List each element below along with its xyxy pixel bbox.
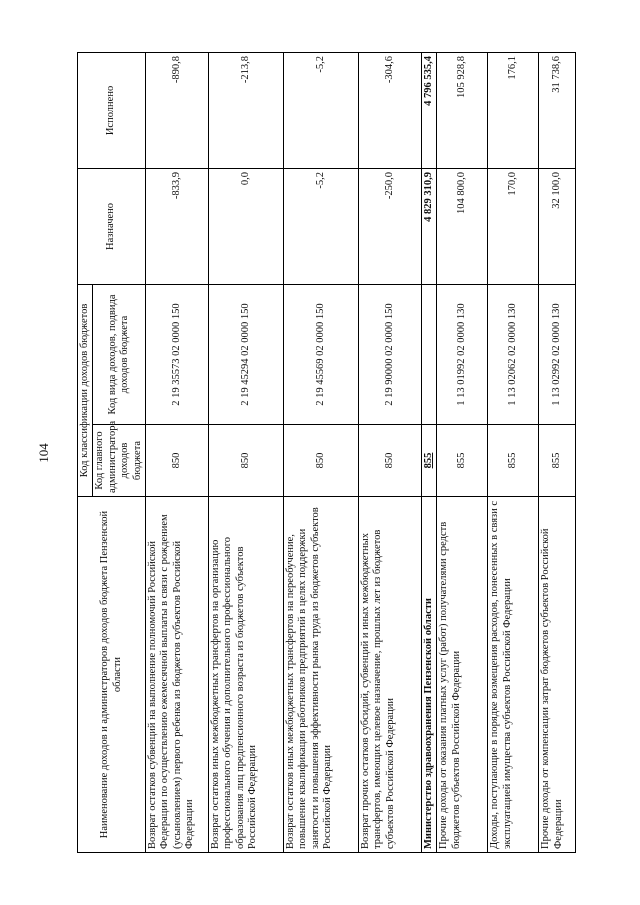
row-admin: 850: [359, 425, 422, 497]
row-name: Возврат остатков иных межбюджетных трансфертов на организацию профессионального обучения и дополнительного профессионального образования лиц предпенсионного возраста из бюджетов субъектов Российской Федерации: [209, 497, 284, 853]
row-code: 1 13 01992 02 0000 130: [437, 284, 488, 424]
row-executed: 105 928,8: [437, 52, 488, 168]
header-admin-code: Код главного администратора доходов бюджета: [93, 425, 146, 497]
row-code: 2 19 45569 02 0000 150: [284, 284, 359, 424]
row-code: [422, 284, 437, 424]
table-row-section: [422, 52, 437, 852]
row-admin: 855: [437, 425, 488, 497]
table-row: [284, 52, 359, 852]
rotated-table-container: [77, 53, 564, 853]
table-row: [209, 52, 284, 852]
row-admin: 855: [422, 425, 437, 497]
row-executed: -890,8: [146, 52, 209, 168]
row-planned: 0,0: [209, 168, 284, 284]
page-number: 104: [36, 443, 51, 463]
row-name: Прочие доходы от компенсации затрат бюджетов субъектов Российской Федерации: [539, 497, 576, 853]
row-admin: 850: [146, 425, 209, 497]
row-planned: -250,0: [359, 168, 422, 284]
header-executed: Исполнено: [78, 52, 146, 168]
row-executed: -213,8: [209, 52, 284, 168]
row-executed: -304,6: [359, 52, 422, 168]
row-planned: -833,9: [146, 168, 209, 284]
row-code: 2 19 35573 02 0000 150: [146, 284, 209, 424]
table-row: [539, 52, 576, 852]
row-name: Возврат прочих остатков субсидий, субвенций и иных межбюджетных трансфертов, имеющих целевое назначение, прошлых лет из бюджетов субъектов Российской Федерации: [359, 497, 422, 853]
header-planned: Назначено: [78, 168, 146, 284]
table-row: [146, 52, 209, 852]
row-planned: 170,0: [488, 168, 539, 284]
row-name: Доходы, поступающие в порядке возмещения расходов, понесенных в связи с эксплуатацией имущества субъектов Российской Федерации: [488, 497, 539, 853]
row-code: 1 13 02992 02 0000 130: [539, 284, 576, 424]
row-code: 1 13 02062 02 0000 130: [488, 284, 539, 424]
header-name: Наименование доходов и администраторов доходов бюджета Пензенской области: [78, 497, 146, 853]
row-executed: 31 738,6: [539, 52, 576, 168]
header-code-group: Код классификации доходов бюджетов: [78, 284, 93, 496]
table-row: [488, 52, 539, 852]
row-planned: 104 800,0: [437, 168, 488, 284]
revenue-table: [77, 52, 576, 853]
row-planned: 4 829 310,9: [422, 168, 437, 284]
row-admin: 855: [539, 425, 576, 497]
row-name: Прочие доходы от оказания платных услуг (работ) получателями средств бюджетов субъектов Российской Федерации: [437, 497, 488, 853]
row-name: Возврат остатков иных межбюджетных трансфертов на переобучение, повышение квалификации работников предприятий в целях поддержки занятости и повышения эффективности рынка труда из бюджетов субъектов Российской Федерации: [284, 497, 359, 853]
row-code: 2 19 90000 02 0000 150: [359, 284, 422, 424]
row-executed: -5,2: [284, 52, 359, 168]
row-executed: 176,1: [488, 52, 539, 168]
row-admin: 850: [209, 425, 284, 497]
row-name: Возврат остатков субвенций на выполнение полномочий Российской Федерации по осуществлению ежемесячной выплаты в связи с рождением (усыновлением) первого ребенка из бюджетов субъектов Российской Федерации: [146, 497, 209, 853]
row-executed: 4 796 535,4: [422, 52, 437, 168]
table-row: [437, 52, 488, 852]
header-type-code: Код вида доходов, подвида доходов бюджета: [93, 284, 146, 424]
row-name: Министерство здравоохранения Пензенской области: [422, 497, 437, 853]
row-planned: -5,2: [284, 168, 359, 284]
row-admin: 850: [284, 425, 359, 497]
row-planned: 32 100,0: [539, 168, 576, 284]
row-admin: 855: [488, 425, 539, 497]
table-row: [359, 52, 422, 852]
row-code: 2 19 45294 02 0000 150: [209, 284, 284, 424]
